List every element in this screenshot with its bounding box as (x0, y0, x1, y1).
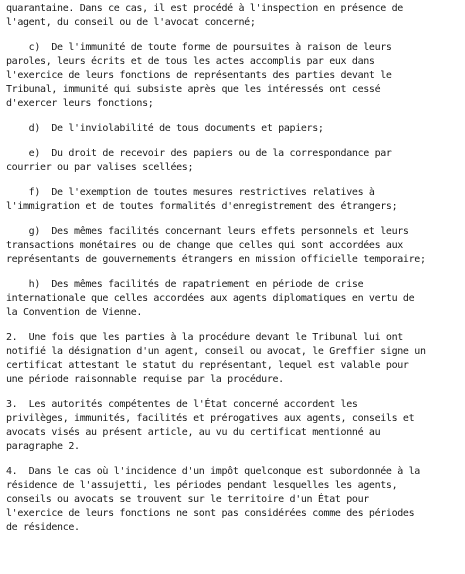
text-line: l'immigration et de toutes formalités d'enregistrement des étrangers; (6, 201, 398, 212)
text-line: f) De l'exemption de toutes mesures restrictives relatives à (6, 187, 375, 198)
text-line: l'agent, du conseil ou de l'avocat concerné; (6, 17, 256, 28)
paragraph-section-4 (6, 465, 462, 535)
text-line: courrier ou par valises scellées; (6, 162, 194, 173)
text-line: Tribunal, immunité qui subsiste après que les intéressés ont cessé (6, 84, 381, 95)
paragraph-item-g (6, 225, 462, 267)
paragraph-intro-continuation (6, 2, 462, 30)
text-line: une période raisonnable requise par la procédure. (6, 374, 284, 385)
text-line: quarantaine. Dans ce cas, il est procédé à l'inspection en présence de (6, 3, 403, 14)
paragraph-item-e (6, 147, 462, 175)
text-line: transactions monétaires ou de change que celles qui sont accordées aux (6, 240, 403, 251)
text-line: internationale que celles accordées aux agents diplomatiques en vertu de (6, 293, 415, 304)
text-line: h) Des mêmes facilités de rapatriement en période de crise (6, 279, 364, 290)
text-line: d'exercer leurs fonctions; (6, 98, 154, 109)
text-line: 3. Les autorités compétentes de l'État concerné accordent les (6, 399, 358, 410)
text-line: l'exercice de leurs fonctions de représentants des parties devant le (6, 70, 392, 81)
text-line: l'exercice de leurs fonctions ne sont pas considérées comme des périodes (6, 508, 415, 519)
text-line: 4. Dans le cas où l'incidence d'un impôt quelconque est subordonnée à la (6, 466, 420, 477)
text-line: certificat attestant le statut du représentant, lequel est valable pour (6, 360, 409, 371)
document-page (6, 2, 462, 546)
text-line: d) De l'inviolabilité de tous documents et papiers; (6, 123, 324, 134)
text-line: avocats visés au présent article, au vu du certificat mentionné au (6, 427, 381, 438)
text-line: c) De l'immunité de toute forme de poursuites à raison de leurs (6, 42, 392, 53)
text-line: notifié la désignation d'un agent, conseil ou avocat, le Greffier signe un (6, 346, 426, 357)
paragraph-section-2 (6, 331, 462, 387)
text-line: privilèges, immunités, facilités et prérogatives aux agents, conseils et (6, 413, 415, 424)
text-line: g) Des mêmes facilités concernant leurs effets personnels et leurs (6, 226, 409, 237)
text-line: de résidence. (6, 522, 80, 533)
paragraph-section-3 (6, 398, 462, 454)
text-line: résidence de l'assujetti, les périodes pendant lesquelles les agents, (6, 480, 398, 491)
text-line: paragraphe 2. (6, 441, 80, 452)
text-line: représentants de gouvernements étrangers en mission officielle temporaire; (6, 254, 426, 265)
paragraph-item-c (6, 41, 462, 111)
text-line: e) Du droit de recevoir des papiers ou de la correspondance par (6, 148, 392, 159)
text-line: conseils ou avocats se trouvent sur le territoire d'un État pour (6, 494, 369, 505)
paragraph-item-d (6, 122, 462, 136)
paragraph-item-f (6, 186, 462, 214)
paragraph-item-h (6, 278, 462, 320)
text-line: 2. Une fois que les parties à la procédure devant le Tribunal lui ont (6, 332, 403, 343)
text-line: la Convention de Vienne. (6, 307, 143, 318)
text-line: paroles, leurs écrits et de tous les actes accomplis par eux dans (6, 56, 375, 67)
